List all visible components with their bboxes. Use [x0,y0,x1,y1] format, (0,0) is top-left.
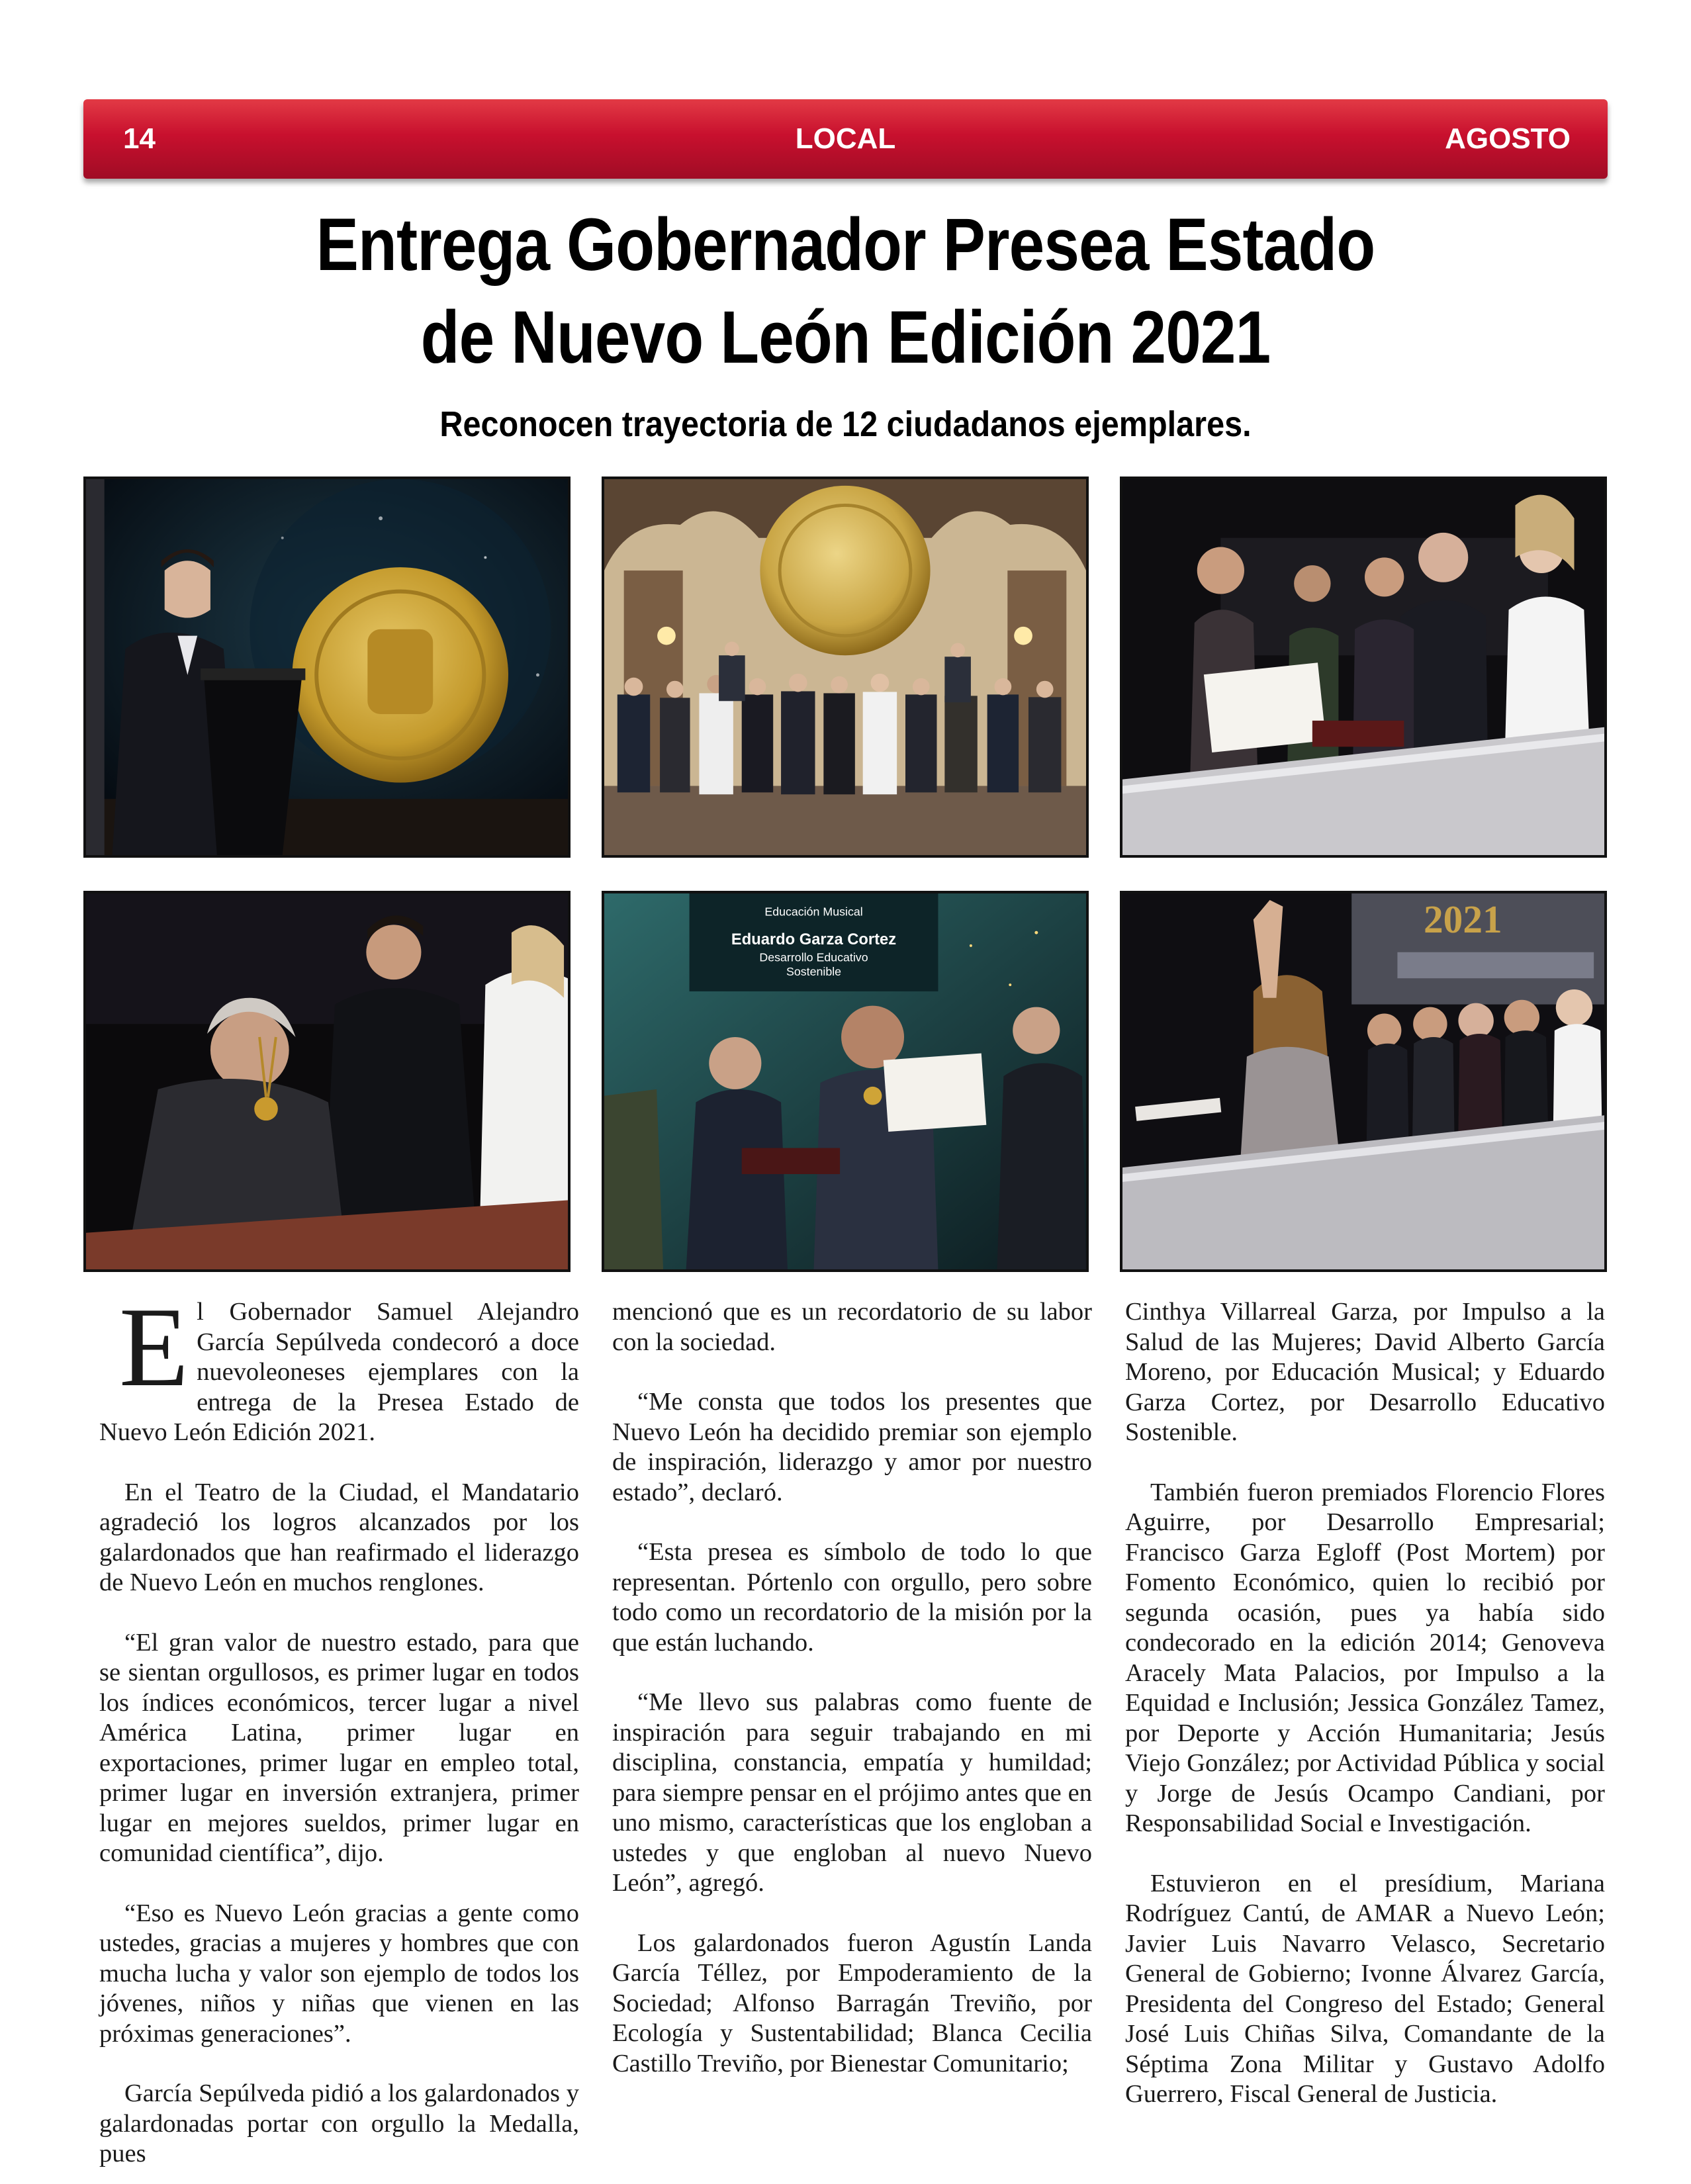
sign-line-3: Desarrollo Educativo [759,950,868,964]
headline-line-2: de Nuevo León Edición 2021 [420,296,1271,379]
article-paragraph: mencionó que es un recordatorio de su labor con la sociedad. [612,1298,1092,1356]
section-name: LOCAL [795,122,896,155]
article-paragraph: Cinthya Villarreal Garza, por Impulso a la Salud de las Mujeres; David Alberto García Moreno, por Educación Musical; y Eduardo Garza Cortez, por Desarrollo Educativo Sostenible. [1125,1298,1605,1446]
photo-medal-placement [83,891,571,1272]
article-column-3 [1125,1297,1605,2151]
issue-month: AGOSTO [1445,122,1571,155]
article-paragraph: “Me consta que todos los presentes que Nuevo León ha decidido premiar son ejemplo de inspiración, liderazgo y amor por nuestro estado”, declaró. [612,1388,1092,1506]
photo-group-awardees [602,477,1089,858]
photo-awardee-with-diploma [602,891,1089,1272]
article-paragraph: “Esta presea es símbolo de todo lo que representan. Pórtenlo con orgullo, pero sobre todo como un recordatorio de la misión por la que están luchando. [612,1538,1092,1657]
gold-seal-icon [760,486,930,655]
sign-line-2: Eduardo Garza Cortez [731,931,897,948]
article-subheadline: Reconocen trayectoria de 12 ciudadanos ejemplares. [439,404,1252,444]
article-paragraph: El Gobernador Samuel Alejandro García Sepúlveda condecoró a doce nuevoleoneses ejemplares con la entrega de la Presea Estado de Nuevo León Edición 2021. [99,1285,579,1446]
page-number: 14 [123,122,156,155]
article-paragraph: García Sepúlveda pidió a los galardonados y galardonadas portar con orgullo la Medalla, pues [99,2079,579,2167]
headline-line-1: Entrega Gobernador Presea Estado [316,203,1375,286]
medal-icon [254,1097,278,1121]
sign-line-4: Sostenible [786,965,842,979]
article-column-2 [612,1297,1092,2151]
stage-year-display: 2021 [1424,897,1502,942]
article-paragraph: “Me llevo sus palabras como fuente de inspiración para seguir trabajando en mi disciplina, constancia, empatía y humildad; para siempre pensar en el prójimo antes que en uno mismo, características que los engloban a ustedes y que engloban al nuevo Nuevo León”, agregó. [612,1688,1092,1897]
photo-awardee-waving [1120,891,1607,1272]
article-paragraph: Los galardonados fueron Agustín Landa García Téllez, por Empoderamiento de la Sociedad; Alfonso Barragán Treviño, por Ecología y Sustentabilidad; Blanca Cecilia Castillo Treviño, por Bienestar Comunitario; [612,1929,1092,2077]
article-paragraph: Estuvieron en el presídium, Mariana Rodríguez Cantú, de AMAR a Nuevo León; Javier Luis Navarro Velasco, Secretario General de Gobierno; Ivonne Álvarez García, Presidenta del Congreso del Estado; General José Luis Chiñas Silva, Comandante de la Séptima Zona Militar y Gustavo Adolfo Guerrero, Fiscal General de Justicia. [1125,1869,1605,2108]
drop-cap: E [119,1285,189,1410]
article-body [99,1285,1605,2167]
article-paragraph: “El gran valor de nuestro estado, para que se sientan orgullosos, es primer lugar en todos los índices económicos, tercer lugar a nivel América Latina, primer lugar en exportaciones, primer lugar en empleo total, primer lugar en inversión extranjera, primer lugar en mejores sueldos, primer lugar en comunidad científica”, dijo. [99,1628,579,1867]
medal-icon [864,1087,882,1105]
page-header-bar [83,99,1608,179]
article-column-1 [99,1285,579,2167]
article-paragraph: También fueron premiados Florencio Flores Aguirre, por Desarrollo Empresarial; Francisco Garza Egloff (Post Mortem) por Fomento Económico, quien lo recibió por segunda ocasión, pues ya había sido condecorado en la edición 2014; Genoveva Aracely Mata Palacios, por Impulso a la Equidad e Inclusión; Jessica González Tamez, por Deporte y Acción Humanitaria; Jesús Viejo González; por Actividad Pública y social y Jorge de Jesús Ocampo Candiani, por Responsabilidad Social e Investigación. [1125,1478,1605,1837]
sign-line-1: Educación Musical [764,905,863,919]
article-paragraph: “Eso es Nuevo León gracias a gente como ustedes, gracias a mujeres y hombres que con mucha lucha y valor son ejemplo de todos los jóvenes, niños y niñas que vienen en las próximas generaciones”. [99,1899,579,2048]
article-paragraph: En el Teatro de la Ciudad, el Mandatario agradeció los logros alcanzados por los galardonados que han reafirmado el liderazgo de Nuevo León en muchos renglones. [99,1478,579,1596]
photo-governor-at-podium [83,477,571,858]
photo-diploma-handoff [1120,477,1607,858]
article-headline [190,199,1501,384]
